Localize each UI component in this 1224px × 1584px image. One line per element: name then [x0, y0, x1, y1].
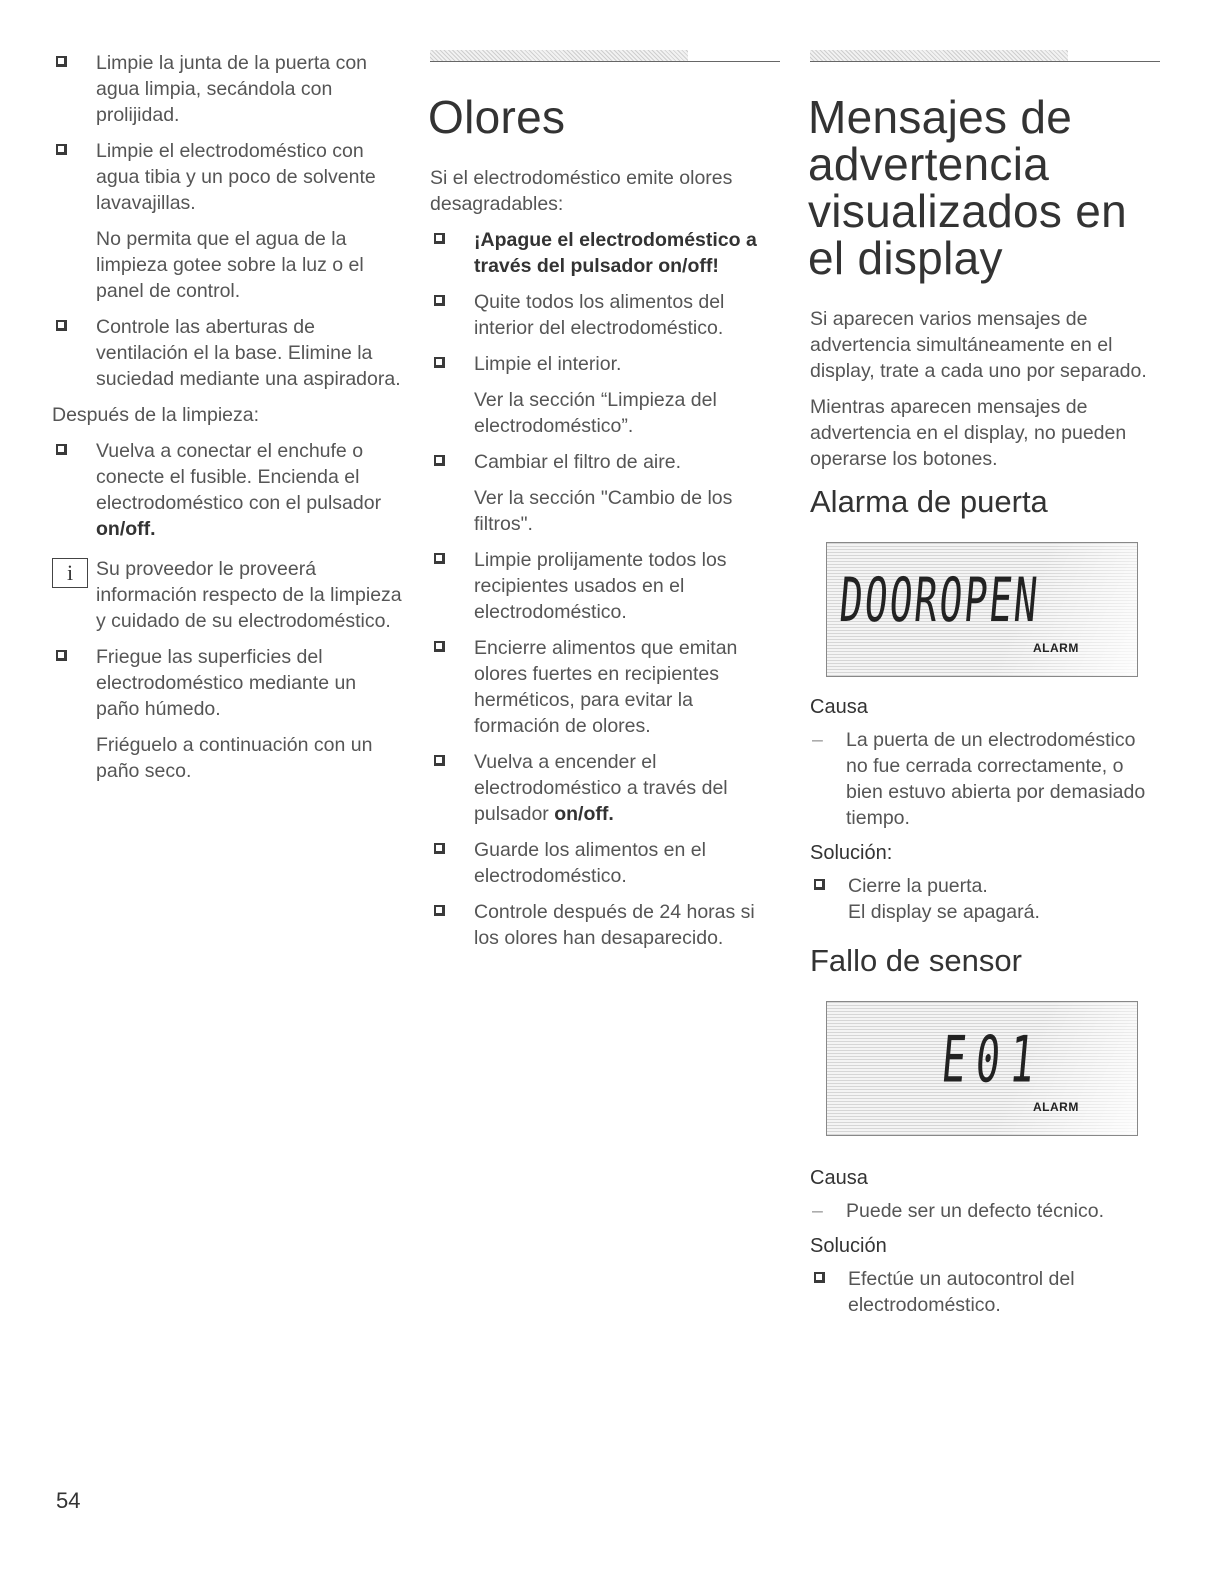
- list-item: [52, 644, 402, 722]
- checkbox-bullet-icon: [434, 455, 445, 466]
- checkbox-bullet-icon: [434, 843, 445, 854]
- list-item-text: Limpie prolijamente todos los recipientes usados en el electrodoméstico.: [474, 549, 727, 623]
- alarm-label: ALARM: [1033, 1100, 1079, 1114]
- warnings-p2: Mientras aparecen mensajes de advertencia en el display, no pueden operarse los botones.: [810, 396, 1127, 470]
- causa-text: La puerta de un electrodoméstico no fue cerrada correctamente, o bien estuvo abierta por demasiado tiempo.: [846, 729, 1146, 829]
- page-number: 54: [56, 1488, 81, 1513]
- list-item-text: Quite todos los alimentos del interior del electrodoméstico.: [474, 291, 725, 339]
- list-item: [430, 837, 780, 889]
- list-item: [430, 289, 780, 341]
- list-item: [52, 138, 402, 216]
- section-rule: [810, 50, 1160, 64]
- list-item-text: Encierre alimentos que emitan olores fuertes en recipientes herméticos, para evitar la formación de olores.: [474, 637, 738, 737]
- checkbox-bullet-icon: [434, 905, 445, 916]
- note-text: Ver la sección "Cambio de los filtros".: [474, 487, 733, 535]
- checkbox-bullet-icon: [434, 553, 445, 564]
- on-off-label: on/off.: [554, 803, 614, 825]
- causa-item: [810, 1198, 1160, 1224]
- alarm-label: ALARM: [1033, 641, 1079, 655]
- info-note: [52, 556, 402, 634]
- list-item: [52, 438, 402, 542]
- list-item-text: Controle las aberturas de ventilación el la base. Elimine la suciedad mediante una aspiradora.: [96, 316, 401, 390]
- column-1: [52, 50, 402, 794]
- checkbox-bullet-icon: [434, 641, 445, 652]
- checkbox-bullet-icon: [56, 320, 67, 331]
- intro-text: Si el electrodoméstico emite olores desagradables:: [430, 167, 733, 215]
- list-item: [52, 50, 402, 128]
- list-item-text: Cierre la puerta.: [848, 875, 988, 897]
- warnings-p1: Si aparecen varios mensajes de advertencia simultáneamente en el display, trate a cada uno por separado.: [810, 308, 1147, 382]
- section-rule: [430, 50, 780, 64]
- list-item: [810, 873, 1160, 899]
- info-icon: i: [52, 558, 88, 588]
- display-readout: DOOROPEN: [836, 565, 1043, 636]
- column-2: [430, 50, 780, 961]
- display-readout: E01: [938, 1024, 1048, 1098]
- solucion-label: Solución: [810, 1235, 887, 1257]
- list-item-text: Cambiar el filtro de aire.: [474, 451, 681, 473]
- checkbox-bullet-icon: [814, 879, 825, 890]
- list-item-text: Vuelva a encender el electrodoméstico a través del pulsador: [474, 751, 728, 825]
- checkbox-bullet-icon: [56, 650, 67, 661]
- list-item-text: ¡Apague el electrodoméstico a través del pulsador on/off!: [474, 229, 757, 277]
- list-item-text: Limpie el interior.: [474, 353, 622, 375]
- dash-icon: –: [812, 1200, 823, 1222]
- note-text: Friéguelo a continuación con un paño seco.: [96, 734, 373, 782]
- list-item-text: Controle después de 24 horas si los olores han desaparecido.: [474, 901, 755, 949]
- causa-text: Puede ser un defecto técnico.: [846, 1200, 1105, 1222]
- solucion-label: Solución:: [810, 842, 893, 864]
- column-3: [810, 50, 1160, 1328]
- note-text: El display se apagará.: [848, 901, 1040, 923]
- list-item-text: Guarde los alimentos en el electrodoméstico.: [474, 839, 706, 887]
- note-text: Ver la sección “Limpieza del electrodoméstico”.: [474, 389, 717, 437]
- list-item: [810, 1266, 1160, 1318]
- sensor-failure-display: [826, 1001, 1138, 1136]
- list-item-text: Vuelva a conectar el enchufe o conecte el fusible. Encienda el electrodoméstico con el pulsador: [96, 440, 382, 514]
- list-item: [430, 749, 780, 827]
- list-item: [430, 227, 780, 279]
- causa-label: Causa: [810, 696, 868, 718]
- causa-item: [810, 727, 1160, 831]
- list-item: [430, 635, 780, 739]
- list-item-text: Limpie la junta de la puerta con agua limpia, secándola con prolijidad.: [96, 52, 368, 126]
- causa-label: Causa: [810, 1167, 868, 1189]
- door-alarm-display: [826, 542, 1138, 677]
- list-item-text: Efectúe un autocontrol del electrodoméstico.: [848, 1268, 1075, 1316]
- door-alarm-heading: Alarma de puerta: [810, 484, 1048, 519]
- checkbox-bullet-icon: [56, 144, 67, 155]
- on-off-label: on/off.: [96, 518, 156, 540]
- list-item: [430, 547, 780, 625]
- note-text: No permita que el agua de la limpieza gotee sobre la luz o el panel de control.: [96, 228, 364, 302]
- checkbox-bullet-icon: [814, 1272, 825, 1283]
- sensor-failure-heading: Fallo de sensor: [810, 943, 1022, 978]
- list-item: [430, 351, 780, 377]
- dash-icon: –: [812, 729, 823, 751]
- checkbox-bullet-icon: [434, 755, 445, 766]
- checkbox-bullet-icon: [56, 56, 67, 67]
- list-item-text: Friegue las superficies del electrodoméstico mediante un paño húmedo.: [96, 646, 357, 720]
- checkbox-bullet-icon: [434, 357, 445, 368]
- warnings-title: Mensajes de advertencia visualizados en el display: [808, 91, 1128, 284]
- list-item-text: Limpie el electrodoméstico con agua tibia y un poco de solvente lavavajillas.: [96, 140, 376, 214]
- list-item: [430, 899, 780, 951]
- list-item: [52, 314, 402, 392]
- checkbox-bullet-icon: [434, 295, 445, 306]
- checkbox-bullet-icon: [56, 444, 67, 455]
- list-item: [430, 449, 780, 475]
- checkbox-bullet-icon: [434, 233, 445, 244]
- info-text: Su proveedor le proveerá información respecto de la limpieza y cuidado de su electrodoméstico.: [96, 558, 402, 632]
- after-cleaning-label: Después de la limpieza:: [52, 404, 260, 426]
- olores-title: Olores: [428, 91, 566, 143]
